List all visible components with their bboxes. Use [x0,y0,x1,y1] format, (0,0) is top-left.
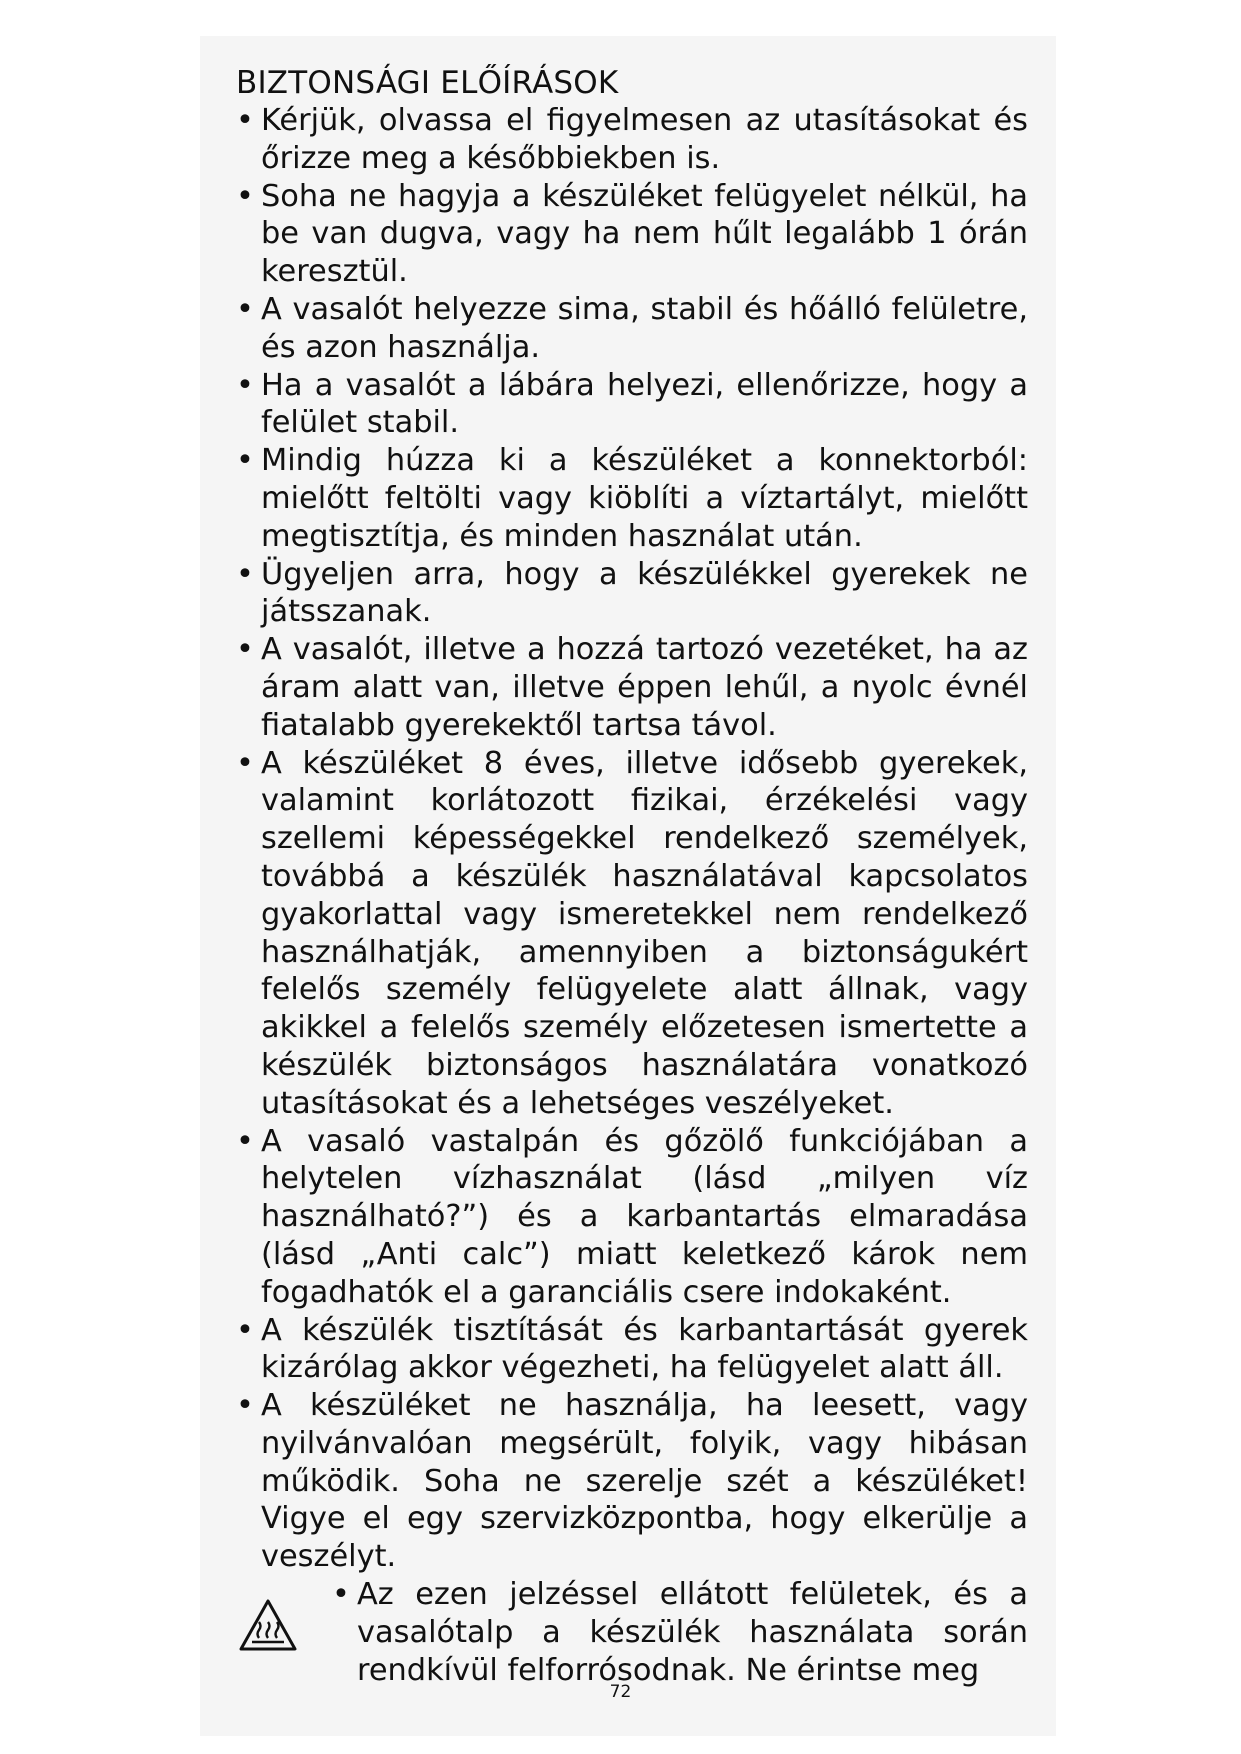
list-item: • A vasalót helyezze sima, stabil és hőálló felületre, és azon használja. [236,291,1028,367]
hot-surface-warning-icon [238,1598,298,1652]
list-item: • Kérjük, olvassa el figyelmesen az utasításokat és őrizze meg a későbbiekben is. [236,102,1028,178]
list-item: • A vasalót, illetve a hozzá tartozó vezetéket, ha az áram alatt van, illetve éppen lehűl, a nyolc évnél fiatalabb gyerekektől tartsa távol. [236,631,1028,744]
page-number: 72 [609,1682,632,1702]
page-content [236,64,1028,1689]
list-item: • A készülék tisztítását és karbantartását gyerek kizárólag akkor végezheti, ha felügyelet alatt áll. [236,1312,1028,1388]
list-item: • A készüléket ne használja, ha leesett, vagy nyilvánvalóan megsérült, folyik, vagy hibásan működik. Soha ne szerelje szét a készüléket! Vigye el egy szervizközpontba, hogy elkerülje a veszélyt. [236,1387,1028,1576]
safety-instructions-list [236,102,1028,1576]
list-item: • Soha ne hagyja a készüléket felügyelet nélkül, ha be van dugva, vagy ha nem hűlt legalább 1 órán keresztül. [236,178,1028,291]
hot-surface-note: • Az ezen jelzéssel ellátott felületek, és a vasalótalp a készülék használata során rendkívül felforrósodnak. Ne érintse meg [332,1576,1028,1689]
list-item: • Ügyeljen arra, hogy a készülékkel gyerekek ne játsszanak. [236,556,1028,632]
list-item: • A készüléket 8 éves, illetve idősebb gyerekek, valamint korlátozott fizikai, érzékelési vagy szellemi képességekkel rendelkező személyek, továbbá a készülék használatával kapcsolatos gyakorlattal vagy ismeretekkel nem rendelkező használhatják, amennyiben a biztonságukért felelős személy felügyelete alatt állnak, vagy akikkel a felelős személy előzetesen ismertette a készülék biztonságos használatára vonatkozó utasításokat és a lehetséges veszélyeket. [236,745,1028,1123]
list-item: • A vasaló vastalpán és gőzölő funkciójában a helytelen vízhasználat (lásd „milyen víz használható?”) és a karbantartás elmaradása (lásd „Anti calc”) miatt keletkező károk nem fogadhatók el a garanciális csere indokaként. [236,1123,1028,1312]
list-item: • Ha a vasalót a lábára helyezi, ellenőrizze, hogy a felület stabil. [236,367,1028,443]
section-title: BIZTONSÁGI ELŐÍRÁSOK [236,65,619,101]
hot-surface-warning [236,1576,1028,1689]
list-item: • Mindig húzza ki a készüléket a konnektorból: mielőtt feltölti vagy kiöblíti a víztartályt, mielőtt megtisztítja, és minden használat után. [236,442,1028,555]
